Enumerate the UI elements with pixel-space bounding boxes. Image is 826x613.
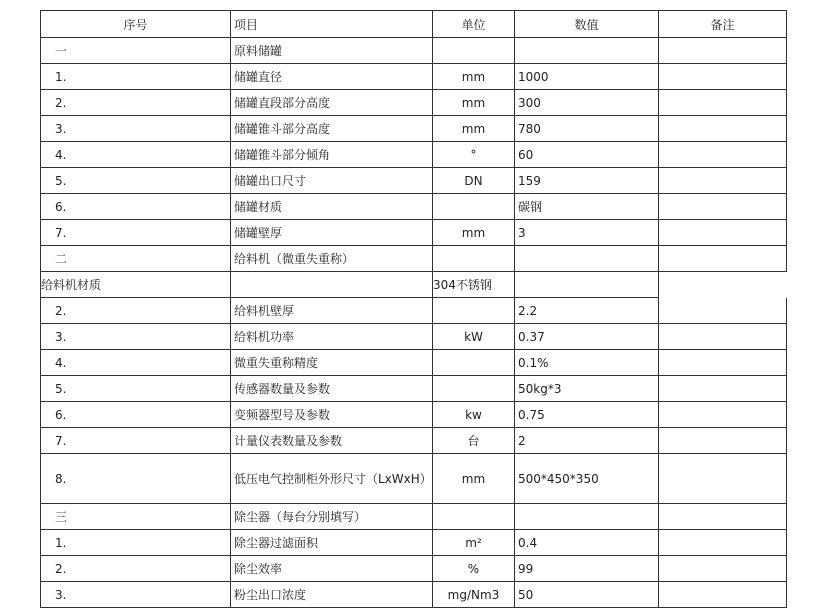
row-no: 1. [41,530,231,556]
header-unit: 单位 [433,11,515,38]
row-value: 0.4 [515,530,659,556]
row-no: 6. [41,194,231,220]
row-no: 三 [41,504,231,530]
row-note [659,350,787,376]
table-row [41,556,787,582]
table-row [41,90,787,116]
row-note [659,454,787,504]
row-value: 500*450*350 [515,454,659,504]
row-value: 60 [515,142,659,168]
row-no: 7. [41,428,231,454]
row-note [659,194,787,220]
row-value: 300 [515,90,659,116]
row-item [231,272,433,298]
row-note [659,90,787,116]
header-value: 数值 [515,11,659,38]
row-unit [433,246,515,272]
row-note [659,428,787,454]
header-note: 备注 [659,11,787,38]
row-value: 3 [515,220,659,246]
row-no: 5. [41,168,231,194]
table-row [41,142,787,168]
row-value: 159 [515,168,659,194]
row-value [515,246,659,272]
table-row [41,220,787,246]
row-item: 储罐锥斗部分高度 [231,116,433,142]
row-unit [433,298,515,324]
row-no: 3. [41,582,231,608]
table-row [41,168,787,194]
row-no: 3. [41,324,231,350]
table-row [41,376,787,402]
row-item: 储罐出口尺寸 [231,168,433,194]
row-note [659,168,787,194]
row-item: 粉尘出口浓度 [231,582,433,608]
row-value: 780 [515,116,659,142]
row-value: 0.75 [515,402,659,428]
row-no: 3. [41,116,231,142]
header-row [41,11,787,38]
row-no: 6. [41,402,231,428]
row-no: 给料机材质 [41,272,231,298]
row-value: 0.37 [515,324,659,350]
row-value [515,504,659,530]
row-item: 变频器型号及参数 [231,402,433,428]
row-item: 储罐壁厚 [231,220,433,246]
row-item: 原料储罐 [231,38,433,64]
row-no: 7. [41,220,231,246]
row-item: 除尘效率 [231,556,433,582]
table-row [41,64,787,90]
row-value: 碳钢 [515,194,659,220]
row-item: 给料机壁厚 [231,298,433,324]
row-unit: mm [433,116,515,142]
row-item: 储罐直段部分高度 [231,90,433,116]
table-row [41,454,787,504]
row-no: 4. [41,142,231,168]
table-row [41,38,787,64]
row-unit [433,376,515,402]
row-value: 99 [515,556,659,582]
row-unit: 台 [433,428,515,454]
table-row [41,504,787,530]
row-no: 一 [41,38,231,64]
row-value [515,272,659,298]
row-item: 微重失重称精度 [231,350,433,376]
row-unit: DN [433,168,515,194]
table-row [41,530,787,556]
table-row [41,246,787,272]
row-no: 5. [41,376,231,402]
row-note [659,402,787,428]
row-unit: mm [433,220,515,246]
row-unit: kw [433,402,515,428]
row-item: 储罐直径 [231,64,433,90]
row-no: 8. [41,454,231,504]
row-unit: kW [433,324,515,350]
row-note [659,220,787,246]
row-note [659,272,787,298]
row-item: 给料机（微重失重称） [231,246,433,272]
row-note [659,324,787,350]
row-value: 2 [515,428,659,454]
table-row [41,272,787,298]
row-note [659,298,787,324]
table-row [41,298,787,324]
table-row [41,116,787,142]
row-no: 2. [41,298,231,324]
row-no: 二 [41,246,231,272]
table-row [41,350,787,376]
row-note [659,116,787,142]
table-row [41,428,787,454]
row-item: 低压电气控制柜外形尺寸（LxWxH） [231,454,433,504]
header-item: 项目 [231,11,433,38]
row-item: 储罐锥斗部分倾角 [231,142,433,168]
row-unit [433,194,515,220]
row-note [659,556,787,582]
row-value: 0.1% [515,350,659,376]
row-note [659,142,787,168]
row-item: 储罐材质 [231,194,433,220]
row-no: 2. [41,556,231,582]
row-no: 1. [41,64,231,90]
row-no: 4. [41,350,231,376]
header-no: 序号 [41,11,231,38]
table-row [41,324,787,350]
row-unit: mg/Nm3 [433,582,515,608]
row-unit: 304不锈钢 [433,272,515,298]
row-note [659,376,787,402]
row-value [515,38,659,64]
row-item: 除尘器（每台分别填写） [231,504,433,530]
row-unit [433,38,515,64]
row-unit: mm [433,90,515,116]
row-value: 2.2 [515,298,659,324]
parameter-table [40,10,787,608]
row-value: 50kg*3 [515,376,659,402]
row-note [659,504,787,530]
row-note [659,38,787,64]
parameter-table-container [40,10,786,608]
row-unit [433,350,515,376]
row-unit: mm [433,454,515,504]
row-unit: mm [433,64,515,90]
row-item: 除尘器过滤面积 [231,530,433,556]
row-unit: % [433,556,515,582]
table-row [41,582,787,608]
row-note [659,530,787,556]
row-note [659,582,787,608]
row-item: 给料机功率 [231,324,433,350]
row-unit: m² [433,530,515,556]
row-note [659,246,787,272]
row-item: 传感器数量及参数 [231,376,433,402]
row-no: 2. [41,90,231,116]
row-unit [433,504,515,530]
row-note [659,64,787,90]
row-value: 50 [515,582,659,608]
row-item: 计量仪表数量及参数 [231,428,433,454]
table-row [41,402,787,428]
row-value: 1000 [515,64,659,90]
row-unit: ° [433,142,515,168]
table-row [41,194,787,220]
